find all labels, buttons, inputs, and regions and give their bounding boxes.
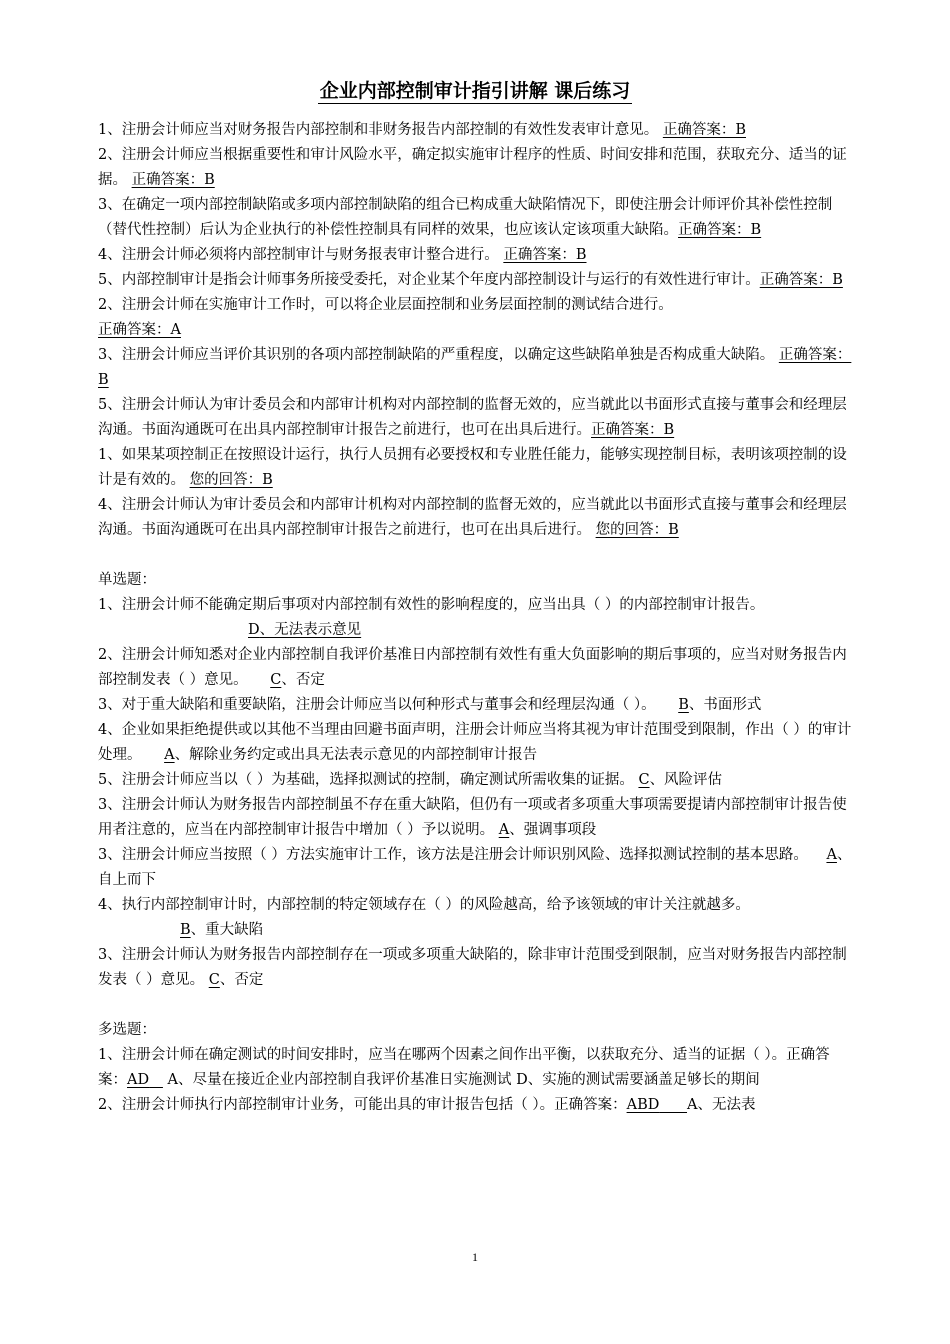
answer: 您的回答：B	[595, 522, 679, 538]
judgment-item: 3、在确定一项内部控制缺陷或多项内部控制缺陷的组合已构成重大缺陷情况下，即使注册会计师评价其补偿性控制（替代性控制）后认为企业执行的补偿性控制具有同样的效果，也应该认定该项重大缺陷。正确答案：B	[98, 197, 833, 238]
answer: 正确答案：B	[759, 272, 843, 288]
answer: AD	[127, 1072, 150, 1088]
page-number: 1	[472, 1250, 478, 1264]
single-choice-item: 3、注册会计师认为财务报告内部控制虽不存在重大缺陷，但仍有一项或者多项重大事项需要提请内部控制审计报告使用者注意的，应当在内部控制审计报告中增加（ ）予以说明。 A、强调事项段	[98, 797, 847, 838]
section-heading-multi: 多选题：	[98, 1022, 156, 1038]
single-choice-item: 3、注册会计师应当按照（ ）方法实施审计工作，该方法是注册会计师识别风险、选择拟测试控制的基本思路。 A、自上而下	[98, 847, 852, 888]
answer: 正确答案：B	[678, 222, 762, 238]
single-choice-item: 4、执行内部控制审计时，内部控制的特定领域存在（ ）的风险越高，给予该领域的审计关注就越多。 B、重大缺陷	[98, 897, 750, 938]
answer: 正确答案：B	[98, 347, 852, 388]
judgment-item: 4、注册会计师认为审计委员会和内部审计机构对内部控制的监督无效的，应当就此以书面形式直接与董事会和经理层沟通。书面沟通既可在出具内部控制审计报告之前进行，也可在出具后进行。 您的回答：B	[98, 497, 847, 538]
section-heading-single: 单选题：	[98, 572, 156, 588]
judgment-item: 5、内部控制审计是指会计师事务所接受委托，对企业某个年度内部控制设计与运行的有效性进行审计。正确答案：B	[98, 272, 843, 288]
judgment-item: 3、注册会计师应当评价其识别的各项内部控制缺陷的严重程度，以确定这些缺陷单独是否构成重大缺陷。 正确答案：B	[98, 347, 852, 388]
multi-choice-item: 2、注册会计师执行内部控制审计业务，可能出具的审计报告包括（ ）。正确答案：ABD A、无法表	[98, 1097, 756, 1113]
answer-letter: C	[208, 972, 220, 988]
single-choice-item: 1、注册会计师不能确定期后事项对内部控制有效性的影响程度的，应当出具（ ）的内部控制审计报告。 D、无法表示意见	[98, 597, 765, 638]
single-choice-item: 3、对于重大缺陷和重要缺陷，注册会计师应当以何种形式与董事会和经理层沟通（ ）。 B、书面形式	[98, 697, 762, 713]
single-choice-item: 3、注册会计师认为财务报告内部控制存在一项或多项重大缺陷的，除非审计范围受到限制，应当对财务报告内部控制发表（ ）意见。 C、否定	[98, 947, 847, 988]
answer: 您的回答：B	[189, 472, 273, 488]
judgment-item: 2、注册会计师应当根据重要性和审计风险水平，确定拟实施审计程序的性质、时间安排和范围，获取充分、适当的证据。 正确答案：B	[98, 147, 847, 188]
answer: D、无法表示意见	[248, 622, 362, 638]
page-title-text: 企业内部控制审计指引讲解 课后练习	[319, 80, 631, 102]
judgment-item: 1、如果某项控制正在按照设计运行，执行人员拥有必要授权和专业胜任能力，能够实现控制目标，表明该项控制的设计是有效的。 您的回答：B	[98, 447, 847, 488]
answer: ABD	[626, 1097, 660, 1113]
answer-letter: A	[498, 822, 510, 838]
single-choice-item: 4、企业如果拒绝提供或以其他不当理由回避书面声明，注册会计师应当将其视为审计范围受到限制，作出（ ）的审计处理。 A、解除业务约定或出具无法表示意见的内部控制审计报告	[98, 722, 852, 763]
answer-letter: B	[678, 697, 689, 713]
answer: 正确答案：B	[591, 422, 675, 438]
judgment-item: 2、注册会计师在实施审计工作时，可以将企业层面控制和业务层面控制的测试结合进行。 正确答案：A	[98, 297, 673, 338]
answer-letter: A	[164, 747, 175, 763]
document-body	[98, 118, 854, 1118]
judgment-item: 5、注册会计师认为审计委员会和内部审计机构对内部控制的监督无效的，应当就此以书面形式直接与董事会和经理层沟通。书面沟通既可在出具内部控制审计报告之前进行，也可在出具后进行。正确答案：B	[98, 397, 847, 438]
single-choice-item: 5、注册会计师应当以（ ）为基础，选择拟测试的控制，确定测试所需收集的证据。 C、风险评估	[98, 772, 723, 788]
multi-choice-item: 1、注册会计师在确定测试的时间安排时，应当在哪两个因素之间作出平衡，以获取充分、适当的证据（ ）。正确答案：AD A、尽量在接近企业内部控制自我评价基准日实施测试 D、实施的测试需要涵盖足够长的期间	[98, 1047, 830, 1088]
page-title	[0, 76, 950, 106]
answer: 正确答案：B	[503, 247, 587, 263]
answer-letter: C	[270, 672, 282, 688]
answer: 正确答案：A	[98, 322, 181, 338]
single-choice-item: 2、注册会计师知悉对企业内部控制自我评价基准日内部控制有效性有重大负面影响的期后事项的，应当对财务报告内部控制发表（ ）意见。 C、否定	[98, 647, 847, 688]
answer: 正确答案：B	[131, 172, 215, 188]
judgment-item: 1、注册会计师应当对财务报告内部控制和非财务报告内部控制的有效性发表审计意见。 正确答案：B	[98, 122, 746, 138]
answer-letter: B	[180, 922, 191, 938]
answer: 正确答案：B	[662, 122, 746, 138]
answer-letter: A	[826, 847, 837, 863]
judgment-item: 4、注册会计师必须将内部控制审计与财务报表审计整合进行。 正确答案：B	[98, 247, 587, 263]
answer-letter: C	[638, 772, 650, 788]
